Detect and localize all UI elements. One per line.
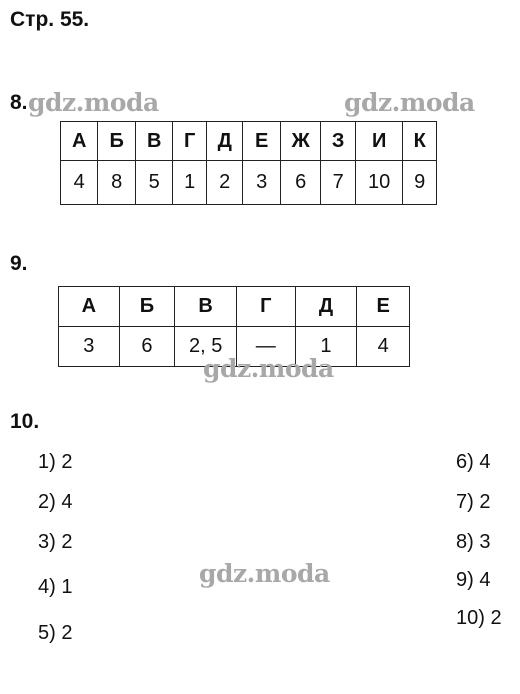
task-8-number: 8. — [10, 91, 28, 114]
answer-item: 8) 3 — [456, 531, 491, 553]
task-8-value-cell: 8 — [98, 161, 135, 205]
task-8-value-cell: 5 — [135, 161, 172, 205]
task-8-header-cell: Б — [98, 122, 135, 161]
task-8-value-cell: 4 — [61, 161, 98, 205]
task-9-value-cell: 3 — [59, 327, 120, 367]
task-8-value-cell: 1 — [173, 161, 207, 205]
task-8-value-cell: 6 — [280, 161, 321, 205]
watermark: gdz.moda — [203, 354, 334, 383]
watermark: gdz.moda — [344, 88, 475, 117]
watermark: gdz.moda — [28, 88, 159, 117]
task-9-header-cell: А — [59, 287, 120, 327]
answer-item: 10) 2 — [456, 607, 502, 629]
task-10-number: 10. — [10, 410, 40, 433]
task-8-header-cell: И — [355, 122, 402, 161]
task-9-value-cell: 1 — [295, 327, 357, 367]
task-8-header-cell: Д — [206, 122, 243, 161]
task-8-header-cell: К — [403, 122, 437, 161]
task-9-header-cell: Г — [236, 287, 295, 327]
task-8-value-row — [61, 161, 437, 205]
task-9-number: 9. — [10, 252, 28, 275]
task-8-header-row — [61, 122, 437, 161]
task-9-value-cell: 2, 5 — [175, 327, 237, 367]
task-9-value-cell: — — [236, 327, 295, 367]
task-8-value-cell: 2 — [206, 161, 243, 205]
answer-item: 4) 1 — [38, 576, 73, 598]
answer-item: 7) 2 — [456, 491, 491, 513]
task-8-header-cell: Е — [243, 122, 280, 161]
task-8-table — [60, 121, 437, 205]
task-9-header-cell: Е — [357, 287, 410, 327]
answer-item: 3) 2 — [38, 531, 73, 553]
task-9-header-cell: Д — [295, 287, 357, 327]
watermark: gdz.moda — [199, 559, 330, 588]
answer-item: 2) 4 — [38, 491, 73, 513]
task-9-value-cell: 6 — [119, 327, 175, 367]
task-8-value-cell: 7 — [321, 161, 356, 205]
page-title: Стр. 55. — [10, 8, 90, 31]
task-8-header-cell: Г — [173, 122, 207, 161]
task-8-header-cell: В — [135, 122, 172, 161]
task-8-value-cell: 10 — [355, 161, 402, 205]
task-9-header-row — [59, 287, 410, 327]
answer-item: 6) 4 — [456, 451, 491, 473]
task-9-value-cell: 4 — [357, 327, 410, 367]
task-8-value-cell: 9 — [403, 161, 437, 205]
task-8-header-cell: З — [321, 122, 356, 161]
task-8-header-cell: Ж — [280, 122, 321, 161]
answer-item: 9) 4 — [456, 569, 491, 591]
answer-item: 1) 2 — [38, 451, 73, 473]
task-8-header-cell: А — [61, 122, 98, 161]
task-9-header-cell: В — [175, 287, 237, 327]
answer-item: 5) 2 — [38, 622, 73, 644]
task-9-header-cell: Б — [119, 287, 175, 327]
task-8-value-cell: 3 — [243, 161, 280, 205]
